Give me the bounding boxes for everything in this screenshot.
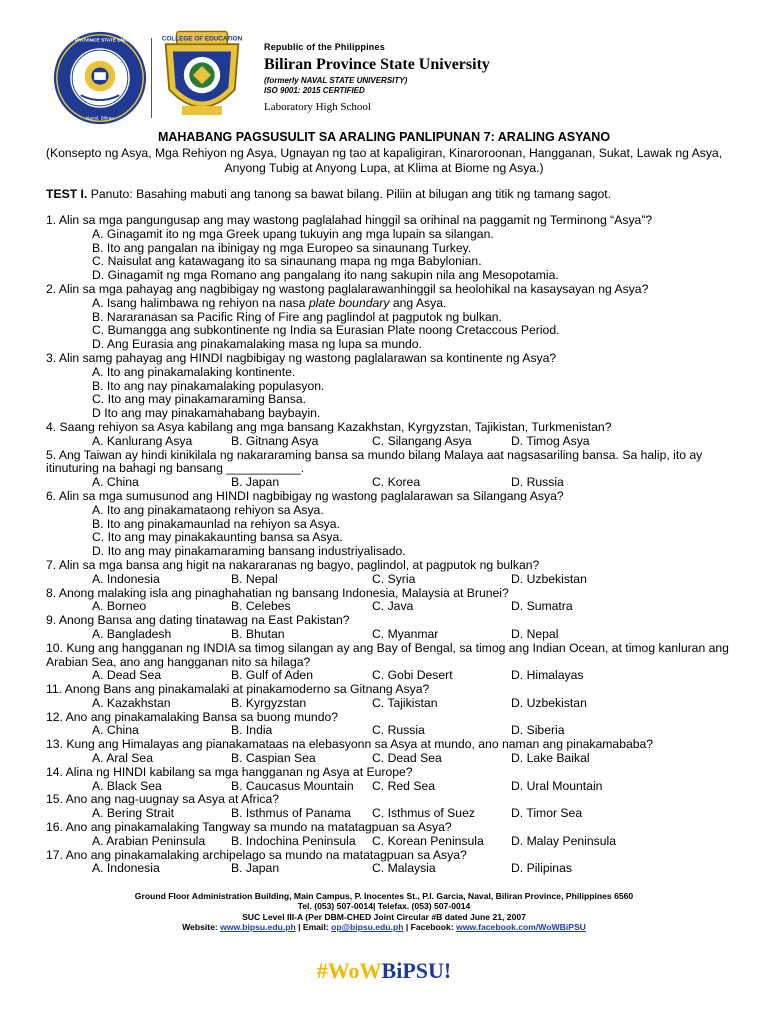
answer-option: C. Korea xyxy=(372,475,421,490)
exam-title: MAHABANG PAGSUSULIT SA ARALING PANLIPUNAN 7: ARALING ASYANO xyxy=(157,130,611,144)
exam-subtitle: (Konsepto ng Asya, Mga Rehiyon ng Asya, Ugnayan ng tao at kapaligiran, Kinaroroonan, Hangganan, Sukat, Lawak ng Asya, Anyong Tubig at Anyong Lupa, at Klima at Biome ng Asya.) xyxy=(45,146,723,175)
pipe-divider: | xyxy=(295,922,301,933)
options-row xyxy=(46,600,736,614)
options-row xyxy=(46,752,736,766)
options-row xyxy=(46,697,736,711)
answer-option: A. Kazakhstan xyxy=(92,695,171,710)
question-stem: 9. Anong Bansa ang dating tinatawag na East Pakistan? xyxy=(46,613,350,628)
answer-option: B. Japan xyxy=(231,475,280,490)
website-link[interactable]: www.bipsu.edu.ph xyxy=(220,922,296,933)
answer-option: A. Ito ang pinakamalaking kontinente. xyxy=(92,364,296,379)
answer-option: C. Tajikistan xyxy=(372,695,438,710)
question-stem: 4. Saang rehiyon sa Asya kabilang ang mga bansang Kazakhstan, Kyrgyzstan, Tajikistan, Turkmenistan? xyxy=(46,419,612,434)
answer-option: D. Ginagamit ng mga Romano ang pangalang ito nang sakupin nila ang Mesopotamia. xyxy=(92,268,559,283)
university-name: Biliran Province State University xyxy=(264,56,490,73)
question-item xyxy=(46,449,736,490)
answer-option: A. Kanlurang Asya xyxy=(92,433,193,448)
options-row xyxy=(46,669,736,683)
answer-option: D. Siberia xyxy=(511,723,565,738)
iso-certification: ISO 9001: 2015 CERTIFIED xyxy=(264,86,365,95)
question-item xyxy=(46,821,736,849)
answer-option: B. Bhutan xyxy=(231,626,285,641)
answer-option: D. Timor Sea xyxy=(511,806,583,821)
facebook-link[interactable]: www.facebook.com/WoWBiPSU xyxy=(456,922,586,933)
answer-option: D. Sumatra xyxy=(511,599,573,614)
answer-option: C. Ito ang may pinakamaraming Bansa. xyxy=(92,392,307,407)
options-row xyxy=(46,628,736,642)
options-row xyxy=(46,573,736,587)
question-stem: 7. Alin sa mga bansa ang higit na nakararanas ng bagyo, paglindol, at pagputok ng bulkan? xyxy=(46,557,540,572)
header-divider xyxy=(151,38,152,118)
footer-address: Ground Floor Administration Building, Main Campus, P. Inocentes St., P.I. Garcia, Naval, Biliran Province, Philippines 6560 xyxy=(134,891,634,901)
answer-option: C. Silangang Asya xyxy=(372,433,472,448)
answer-option: A. China xyxy=(92,475,139,490)
question-item xyxy=(46,490,736,559)
facebook-label: Facebook: xyxy=(408,922,457,933)
svg-text:BILIRAN PROVINCE STATE UNIVERS: BILIRAN PROVINCE STATE UNIVERSITY xyxy=(53,38,147,44)
question-stem: 12. Ano ang pinakamalaking Bansa sa buong mundo? xyxy=(46,709,339,724)
answer-option: A. Bangladesh xyxy=(92,626,172,641)
answer-option: A. Arabian Peninsula xyxy=(92,833,206,848)
answer-option: B. Indochina Peninsula xyxy=(231,833,356,848)
letterhead xyxy=(52,30,732,128)
school-name: Laboratory High School xyxy=(264,101,371,113)
question-item xyxy=(46,683,736,711)
question-item xyxy=(46,214,736,283)
footer-contacts xyxy=(0,922,768,932)
question-stem: 8. Anong malaking isla ang pinaghahatian ng bansang Indonesia, Malaysia at Brunei? xyxy=(46,585,509,600)
answer-option: D. Ural Mountain xyxy=(511,778,603,793)
options-row xyxy=(46,476,736,490)
question-item xyxy=(46,614,736,642)
answer-option: A. Borneo xyxy=(92,599,147,614)
answer-option: B. Ito ang pangalan na ibinigay ng mga Europeo sa sinaunang Turkey. xyxy=(92,240,472,255)
question-item xyxy=(46,352,736,421)
header-text xyxy=(264,42,490,113)
pipe-divider: | xyxy=(403,922,409,933)
answer-option: C. Bumangga ang subkontinente ng India sa Eurasian Plate noong Cretaccous Period. xyxy=(92,323,560,338)
answer-option: A. Isang halimbawa ng rehiyon na nasa plate boundary ang Asya. xyxy=(92,295,447,310)
answer-option: C. Korean Peninsula xyxy=(372,833,484,848)
question-item xyxy=(46,766,736,794)
answer-option: D. Himalayas xyxy=(511,668,584,683)
answer-option: A. Aral Sea xyxy=(92,751,153,766)
question-stem: 13. Kung ang Himalayas ang pianakamataas na elebasyonn sa Asya at mundo, ano naman ang pinakamababa? xyxy=(46,737,654,752)
republic-line: Republic of the Philippines xyxy=(264,42,385,52)
answer-option: B. Kyrgyzstan xyxy=(231,695,307,710)
answer-option: A. China xyxy=(92,723,139,738)
footer-telefax: Telefax. (053) 507-0014 xyxy=(375,901,471,912)
footer-suc: SUC Level III-A (Per DBM-CHED Joint Circular #B dated June 21, 2007 xyxy=(242,911,526,922)
answer-option: C. Malaysia xyxy=(372,861,436,876)
question-item xyxy=(46,559,736,587)
answer-option: A. Indonesia xyxy=(92,571,160,586)
answer-option: A. Bering Strait xyxy=(92,806,174,821)
question-stem: 14. Alina ng HINDI kabilang sa mga hangganan ng Asya at Europe? xyxy=(46,764,413,779)
footer xyxy=(0,891,768,933)
answer-option: D. Nepal xyxy=(511,626,559,641)
answer-option: A. Ito ang pinakamataong rehiyon sa Asya. xyxy=(92,502,324,517)
answer-option: C. Naisulat ang katawagang ito sa sinaunang mapa ng mga Babylonian. xyxy=(92,254,482,269)
test-label: TEST I. xyxy=(46,187,88,201)
hashtag-slogan xyxy=(0,958,768,984)
answer-option: B. Nararanasan sa Pacific Ring of Fire ang paglindol at pagputok ng bulkan. xyxy=(92,309,502,324)
email-link[interactable]: op@bipsu.edu.ph xyxy=(331,922,404,933)
question-stem: 17. Ano ang pinakamalaking archipelago sa mundo na matatagpuan sa Asya? xyxy=(46,847,467,862)
hashtag-wow: #WoW xyxy=(316,958,382,983)
former-name: (formerly NAVAL STATE UNIVERSITY) xyxy=(264,76,408,85)
answer-option: C. Syria xyxy=(372,571,416,586)
answer-option: B. Caspian Sea xyxy=(231,751,316,766)
college-crest-logo xyxy=(156,26,248,126)
question-stem: 5. Ang Taiwan ay hindi kinikilala ng nakararaming bansa sa mundo bilang Malaya aat nagsasariling bansa. Sa halip, ito ay itinuturing na bahagi ng bansang ___________. xyxy=(46,447,703,476)
answer-option: B. Isthmus of Panama xyxy=(231,806,351,821)
question-item xyxy=(46,587,736,615)
answer-option: A. Black Sea xyxy=(92,778,162,793)
answer-option: B. Japan xyxy=(231,861,280,876)
answer-option: C. Dead Sea xyxy=(372,751,442,766)
answer-option: A. Dead Sea xyxy=(92,668,162,683)
answer-option: A. Ginagamit ito ng mga Greek upang tukuyin ang mga lupain sa silangan. xyxy=(92,226,494,241)
answer-option: B. Caucasus Mountain xyxy=(231,778,354,793)
footer-tel: Tel. (053) 507-0014 xyxy=(297,901,373,912)
instructions xyxy=(46,187,736,202)
answer-option: D. Ito ang may pinakamaraming bansang industriyalisado. xyxy=(92,544,406,559)
answer-option: B. Ito ang nay pinakamalaking populasyon. xyxy=(92,378,325,393)
answer-option: D. Timog Asya xyxy=(511,433,590,448)
answer-option: C. Myanmar xyxy=(372,626,439,641)
options-row xyxy=(46,862,736,876)
answer-option: D. Ang Eurasia ang pinakamalaking masa ng lupa sa mundo. xyxy=(92,337,422,352)
options-row xyxy=(46,435,736,449)
answer-option: C. Java xyxy=(372,599,414,614)
options-row xyxy=(46,724,736,738)
question-stem: 1. Alin sa mga pangungusap ang may wastong paglalahad hinggil sa orihinal na paggamit ng Terminong “Asya”? xyxy=(46,213,653,227)
options-row xyxy=(46,807,736,821)
answer-option: D. Uzbekistan xyxy=(511,571,587,586)
question-stem: 3. Alin samg pahayag ang HINDI nagbibigay ng wastong paglalarawan sa kontinente ng Asya? xyxy=(46,350,557,365)
question-item xyxy=(46,642,736,683)
question-stem: 16. Ano ang pinakamalaking Tangway sa mundo na matatagpuan sa Asya? xyxy=(46,820,452,835)
answer-option: C. Isthmus of Suez xyxy=(372,806,475,821)
svg-text:COLLEGE OF EDUCATION: COLLEGE OF EDUCATION xyxy=(161,35,243,43)
question-stem: 2. Alin sa mga pahayag ang nagbibigay ng wastong paglalarawanhinggil sa heolohikal na kasaysayan ng Asya? xyxy=(46,281,649,296)
answer-option: B. Celebes xyxy=(231,599,291,614)
question-item xyxy=(46,793,736,821)
pipe-divider: | xyxy=(373,901,376,912)
answer-option: D. Russia xyxy=(511,475,564,490)
answer-option: C. Gobi Desert xyxy=(372,668,453,683)
answer-option: C. Ito ang may pinakakaunting bansa sa Asya. xyxy=(92,530,343,545)
answer-option: D. Malay Peninsula xyxy=(511,833,616,848)
answer-option: D. Pilipinas xyxy=(511,861,572,876)
options-row xyxy=(46,780,736,794)
emphasis-text: plate boundary xyxy=(308,295,390,310)
options-row xyxy=(46,835,736,849)
answer-option: B. India xyxy=(231,723,273,738)
svg-text:Naval, Biliran: Naval, Biliran xyxy=(85,116,115,122)
question-item xyxy=(46,849,736,877)
website-label: Website: xyxy=(182,922,221,933)
university-seal-logo xyxy=(52,30,148,126)
question-list xyxy=(46,214,736,876)
question-stem: 6. Alin sa mga sumusunod ang HINDI nagbibigay ng wastong paglalarawan sa Silangang Asya? xyxy=(46,488,564,503)
answer-option: B. Gitnang Asya xyxy=(231,433,319,448)
question-stem: 15. Ano ang nag-uugnay sa Asya at Africa? xyxy=(46,792,280,807)
answer-option: B. Ito ang pinakamaunlad na rehiyon sa Asya. xyxy=(92,516,340,531)
instructions-text: Panuto: Basahing mabuti ang tanong sa bawat bilang. Piliin at bilugan ang titik ng tamang sagot. xyxy=(87,187,612,201)
question-item xyxy=(46,421,736,449)
answer-option: D Ito ang may pinakamahabang baybayin. xyxy=(92,406,321,421)
email-label: Email: xyxy=(300,922,332,933)
question-item xyxy=(46,283,736,352)
question-item xyxy=(46,738,736,766)
answer-option: B. Gulf of Aden xyxy=(231,668,313,683)
answer-option: C. Red Sea xyxy=(372,778,436,793)
answer-option: B. Nepal xyxy=(231,571,278,586)
answer-option: A. Indonesia xyxy=(92,861,160,876)
question-item xyxy=(46,711,736,739)
question-stem: 10. Kung ang hangganan ng INDIA sa timog silangan ay ang Bay of Bengal, sa timog ang Indian Ocean, at timog kanluran ang Arabian Sea, ano ang hangganan nito sa hilaga? xyxy=(46,640,729,669)
answer-option: D. Uzbekistan xyxy=(511,695,587,710)
footer-phone xyxy=(0,901,768,911)
question-stem: 11. Anong Bans ang pinakamalaki at pinakamoderno sa Gitnang Asya? xyxy=(46,682,430,697)
answer-option: C. Russia xyxy=(372,723,425,738)
hashtag-bipsu: BiPSU! xyxy=(381,958,452,983)
answer-option: D. Lake Baikal xyxy=(511,751,590,766)
